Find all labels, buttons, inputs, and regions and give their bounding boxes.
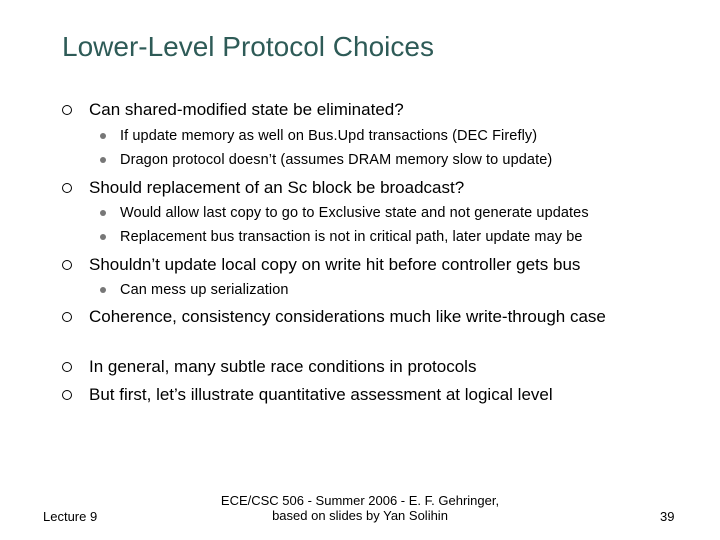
- bullet-item: [62, 357, 476, 377]
- bullet-item: [62, 255, 580, 275]
- bullet-item: [62, 100, 404, 120]
- hollow-circle-bullet-icon: [62, 260, 72, 270]
- sub-bullet-item: [100, 229, 583, 245]
- sub-bullet-text: Replacement bus transaction is not in critical path, later update may be: [120, 229, 583, 245]
- bullet-item: [62, 178, 464, 198]
- sub-bullet-item: [100, 205, 589, 221]
- filled-dot-bullet-icon: [100, 133, 106, 139]
- filled-dot-bullet-icon: [100, 210, 106, 216]
- sub-bullet-item: [100, 282, 289, 298]
- bullet-text: But first, let’s illustrate quantitative assessment at logical level: [89, 385, 553, 404]
- sub-bullet-text: Would allow last copy to go to Exclusive state and not generate updates: [120, 205, 589, 221]
- sub-bullet-item: [100, 128, 537, 144]
- hollow-circle-bullet-icon: [62, 105, 72, 115]
- bullet-text: Shouldn’t update local copy on write hit before controller gets bus: [89, 255, 581, 274]
- filled-dot-bullet-icon: [100, 234, 106, 240]
- footer-course-credit: ECE/CSC 506 - Summer 2006 - E. F. Gehringer, based on slides by Yan Solihin: [220, 493, 500, 523]
- sub-bullet-text: Can mess up serialization: [120, 282, 289, 298]
- bullet-text: In general, many subtle race conditions in protocols: [89, 357, 477, 376]
- hollow-circle-bullet-icon: [62, 312, 72, 322]
- bullet-text: Should replacement of an Sc block be broadcast?: [89, 178, 465, 197]
- footer-lecture-label: Lecture 9: [43, 509, 98, 524]
- hollow-circle-bullet-icon: [62, 390, 72, 400]
- sub-bullet-text: Dragon protocol doesn’t (assumes DRAM memory slow to update): [120, 152, 553, 168]
- slide-title: Lower-Level Protocol Choices: [62, 31, 434, 62]
- bullet-text: Can shared-modified state be eliminated?: [89, 100, 404, 119]
- footer-page-number: 39: [660, 509, 675, 524]
- filled-dot-bullet-icon: [100, 157, 106, 163]
- sub-bullet-text: If update memory as well on Bus.Upd transactions (DEC Firefly): [120, 128, 538, 144]
- bullet-text: Coherence, consistency considerations much like write-through case: [89, 307, 606, 326]
- bullet-item: [62, 307, 606, 327]
- filled-dot-bullet-icon: [100, 287, 106, 293]
- bullet-item: [62, 385, 553, 405]
- sub-bullet-item: [100, 152, 552, 168]
- hollow-circle-bullet-icon: [62, 183, 72, 193]
- hollow-circle-bullet-icon: [62, 362, 72, 372]
